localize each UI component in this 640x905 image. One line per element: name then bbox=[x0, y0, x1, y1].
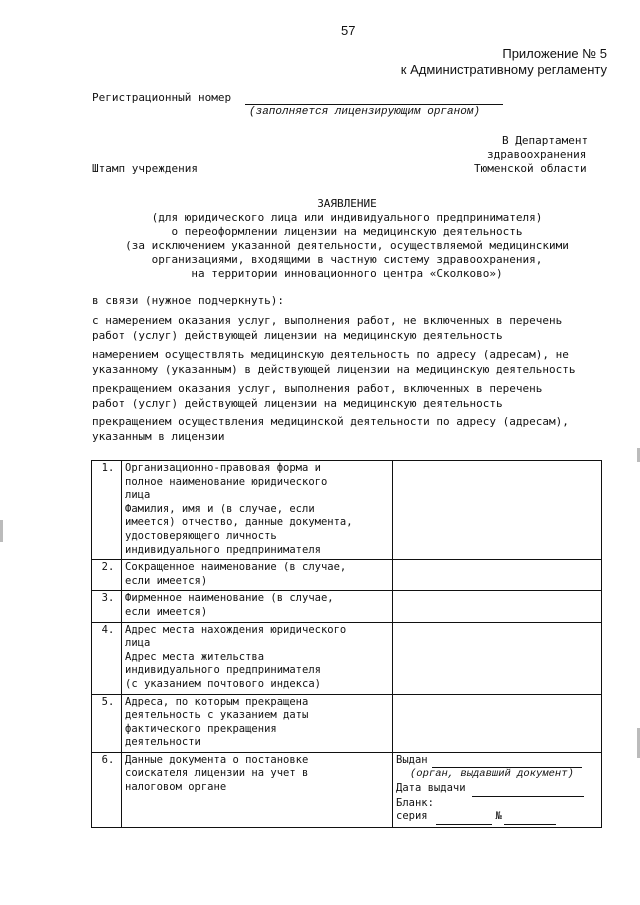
reason-line: намерением осуществлять медицинскую деятельность по адресу (адресам), не bbox=[92, 348, 569, 361]
row-label-line: полное наименование юридического bbox=[125, 475, 328, 488]
table-row bbox=[92, 560, 602, 591]
row-value-field[interactable] bbox=[393, 560, 602, 591]
table-row bbox=[92, 591, 602, 622]
row-label-line: если имеется) bbox=[125, 574, 208, 587]
reason-line: работ (услуг) действующей лицензии на медицинскую деятельность bbox=[92, 329, 503, 342]
row-label-line: соискателя лицензии на учет в bbox=[125, 767, 309, 780]
row-label-line: если имеется) bbox=[125, 605, 208, 618]
issued-field[interactable] bbox=[432, 754, 582, 769]
heading-line-2: о переоформлении лицензии на медицинскую деятельность bbox=[171, 225, 523, 238]
row-label-line: лица bbox=[125, 489, 151, 502]
row-label-line: имеется) отчество, данные документа, bbox=[125, 516, 353, 529]
row-label bbox=[122, 461, 393, 560]
row-label-line: Сокращенное наименование (в случае, bbox=[125, 561, 347, 574]
issue-date-label: Дата выдачи bbox=[396, 782, 466, 795]
registration-note: (заполняется лицензирующим органом) bbox=[249, 106, 481, 118]
reason-item bbox=[92, 313, 562, 343]
heading-line-4: организациями, входящими в частную систему здравоохранения, bbox=[151, 253, 543, 266]
addressee-line-3: Тюменской области bbox=[474, 162, 587, 175]
table-row bbox=[92, 622, 602, 694]
row-label bbox=[122, 622, 393, 694]
registration-underline bbox=[245, 104, 503, 105]
row-label-line: Фирменное наименование (в случае, bbox=[125, 592, 334, 605]
row-value-field[interactable] bbox=[393, 622, 602, 694]
issuer-note: (орган, выдавший документ) bbox=[410, 768, 574, 781]
row-label bbox=[122, 752, 393, 827]
row-label-line: налоговом органе bbox=[125, 781, 227, 794]
reason-line: работ (услуг) действующей лицензии на медицинскую деятельность bbox=[92, 397, 503, 410]
row-label-line: Данные документа о постановке bbox=[125, 753, 309, 766]
heading-line-5: на территории инновационного центра «Сколково») bbox=[191, 267, 503, 280]
application-title: ЗАЯВЛЕНИЕ bbox=[317, 197, 377, 210]
row-label-line: Фамилия, имя и (в случае, если bbox=[125, 502, 315, 515]
row-number: 6. bbox=[92, 752, 122, 827]
reason-item bbox=[92, 381, 542, 411]
row-label-line: Адреса, по которым прекращена bbox=[125, 695, 309, 708]
row-label-line: удостоверяющего личность bbox=[125, 529, 277, 542]
issued-label: Выдан bbox=[396, 753, 428, 766]
addressee-line-1: В Департамент bbox=[502, 134, 589, 147]
series-label: серия bbox=[396, 810, 428, 823]
reason-line: прекращением оказания услуг, выполнения работ, включенных в перечень bbox=[92, 382, 543, 395]
heading-line-1: (для юридического лица или индивидуального предпринимателя) bbox=[151, 211, 543, 224]
reason-line: прекращением осуществления медицинской деятельности по адресу (адресам), bbox=[92, 415, 569, 428]
reason-item bbox=[92, 347, 575, 377]
page-number: 57 bbox=[341, 23, 356, 38]
number-field[interactable] bbox=[504, 810, 556, 825]
reason-line: с намерением оказания услуг, выполнения работ, не включенных в перечень bbox=[92, 314, 563, 327]
appendix-reference: к Административному регламенту bbox=[400, 62, 607, 77]
row-value-field[interactable] bbox=[393, 591, 602, 622]
appendix-title: Приложение № 5 bbox=[502, 46, 607, 61]
row-number: 3. bbox=[92, 591, 122, 622]
row-label bbox=[122, 591, 393, 622]
reason-item bbox=[92, 414, 569, 444]
reason-line: указанному (указанным) в действующей лицензии на медицинскую деятельность bbox=[92, 363, 576, 376]
row-value-field[interactable] bbox=[393, 694, 602, 752]
form-label: Бланк: bbox=[396, 796, 434, 809]
number-sign: № bbox=[495, 810, 502, 823]
row-number: 2. bbox=[92, 560, 122, 591]
addressee-line-2: здравоохранения bbox=[487, 148, 587, 161]
scan-mark bbox=[0, 520, 3, 542]
stamp-label: Штамп учреждения bbox=[92, 162, 198, 175]
applicant-data-table bbox=[91, 460, 602, 828]
reason-line: указанным в лицензии bbox=[92, 430, 225, 443]
row-number: 4. bbox=[92, 622, 122, 694]
reason-intro: в связи (нужное подчеркнуть): bbox=[92, 294, 285, 307]
tax-document-fields bbox=[393, 752, 602, 827]
heading-line-3: (за исключением указанной деятельности, осуществляемой медицинскими bbox=[125, 239, 569, 252]
row-label-line: индивидуального предпринимателя bbox=[125, 664, 321, 677]
row-label-line: Организационно-правовая форма и bbox=[125, 462, 321, 474]
row-label-line: фактического прекращения bbox=[125, 722, 277, 735]
row-label bbox=[122, 560, 393, 591]
table-row bbox=[92, 752, 602, 827]
issue-date-field[interactable] bbox=[472, 782, 584, 797]
row-label bbox=[122, 694, 393, 752]
series-field[interactable] bbox=[436, 810, 492, 825]
row-label-line: (с указанием почтового индекса) bbox=[125, 677, 321, 690]
registration-label: Регистрационный номер bbox=[92, 91, 232, 104]
row-number: 5. bbox=[92, 694, 122, 752]
row-label-line: лица bbox=[125, 637, 151, 650]
table-row bbox=[92, 694, 602, 752]
row-value-field[interactable] bbox=[393, 461, 602, 560]
row-label-line: деятельность с указанием даты bbox=[125, 709, 309, 722]
row-label-line: индивидуального предпринимателя bbox=[125, 543, 321, 556]
row-number: 1. bbox=[92, 461, 122, 560]
row-label-line: деятельности bbox=[125, 736, 201, 749]
table-row bbox=[92, 461, 602, 560]
row-label-line: Адрес места жительства bbox=[125, 650, 265, 663]
row-label-line: Адрес места нахождения юридического bbox=[125, 623, 347, 636]
